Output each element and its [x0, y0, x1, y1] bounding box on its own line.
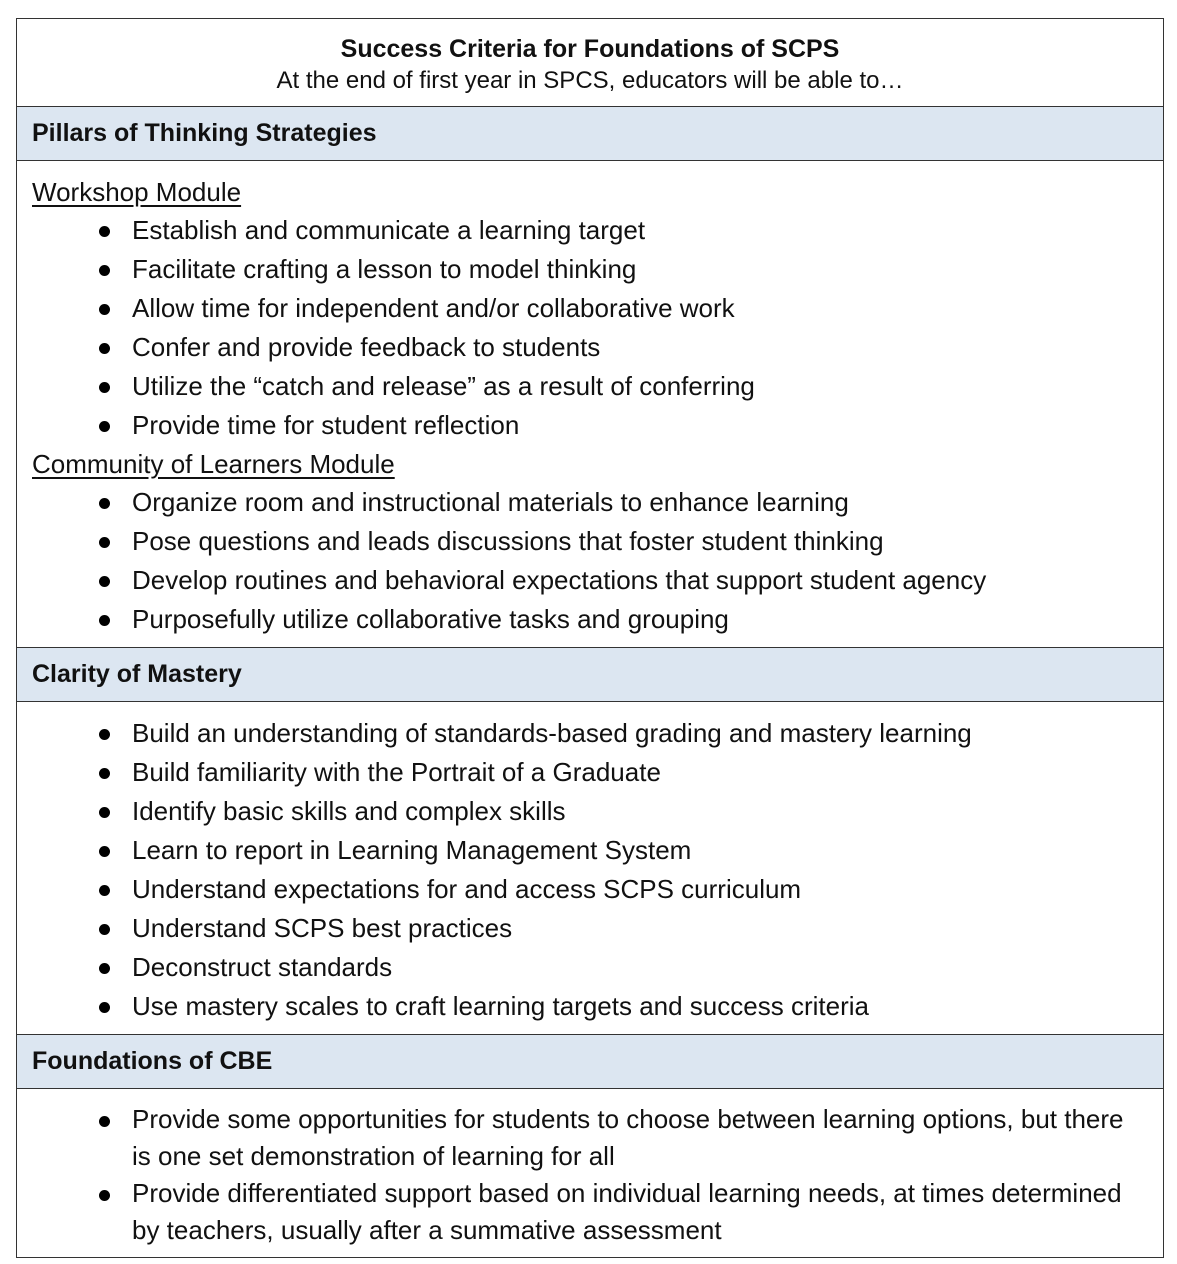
list-item [32, 367, 1149, 406]
success-criteria-table [16, 18, 1164, 1258]
bullet-icon [99, 1190, 110, 1201]
bullet-icon [99, 498, 110, 509]
criterion-text: Deconstruct standards [132, 952, 393, 982]
list-item [32, 909, 1149, 948]
community-criteria-list [32, 483, 1149, 639]
criterion-text: Confer and provide feedback to students [132, 332, 601, 362]
criterion-text: Facilitate crafting a lesson to model thinking [132, 254, 637, 284]
criterion-text: Organize room and instructional materials to enhance learning [132, 487, 849, 517]
bullet-icon [99, 576, 110, 587]
cbe-criteria-list [32, 1101, 1149, 1249]
list-item [32, 831, 1149, 870]
document-title: Success Criteria for Foundations of SCPS [340, 35, 840, 63]
list-item [32, 948, 1149, 987]
list-item [32, 328, 1149, 367]
title-block [17, 19, 1163, 107]
bullet-icon [99, 963, 110, 974]
list-item [32, 522, 1149, 561]
criterion-text: Understand expectations for and access SCPS curriculum [132, 874, 802, 904]
bullet-icon [99, 768, 110, 779]
criterion-text: Provide differentiated support based on individual learning needs, at times determined by teachers, usually after a summative assessment [132, 1178, 1122, 1245]
criterion-text: Identify basic skills and complex skills [132, 796, 566, 826]
criterion-text: Allow time for independent and/or collaborative work [132, 293, 735, 323]
workshop-criteria-list [32, 211, 1149, 445]
section-body-pillars [17, 161, 1163, 648]
criterion-text: Build an understanding of standards-based grading and mastery learning [132, 718, 972, 748]
list-item [32, 561, 1149, 600]
list-item [32, 250, 1149, 289]
bullet-icon [99, 537, 110, 548]
section-header-clarity: Clarity of Mastery [17, 648, 1163, 702]
bullet-icon [99, 1116, 110, 1127]
criterion-text: Develop routines and behavioral expectations that support student agency [132, 565, 987, 595]
section-header-cbe: Foundations of CBE [17, 1035, 1163, 1089]
bullet-icon [99, 265, 110, 276]
bullet-icon [99, 807, 110, 818]
bullet-icon [99, 615, 110, 626]
list-item [32, 753, 1149, 792]
bullet-icon [99, 1002, 110, 1013]
list-item [32, 714, 1149, 753]
section-header-pillars: Pillars of Thinking Strategies [17, 107, 1163, 161]
clarity-criteria-list [32, 714, 1149, 1026]
criterion-text: Purposefully utilize collaborative tasks and grouping [132, 604, 729, 634]
section-body-cbe [17, 1089, 1163, 1257]
bullet-icon [99, 846, 110, 857]
criterion-text: Use mastery scales to craft learning targets and success criteria [132, 991, 869, 1021]
bullet-icon [99, 343, 110, 354]
bullet-icon [99, 885, 110, 896]
list-item [32, 870, 1149, 909]
document-subtitle: At the end of first year in SPCS, educators will be able to… [276, 67, 904, 94]
list-item [32, 987, 1149, 1026]
list-item [32, 406, 1149, 445]
criterion-text: Provide time for student reflection [132, 410, 520, 440]
criterion-text: Build familiarity with the Portrait of a Graduate [132, 757, 661, 787]
list-item [32, 1175, 1149, 1249]
section-body-clarity [17, 702, 1163, 1035]
list-item [32, 289, 1149, 328]
list-item [32, 1101, 1149, 1175]
list-item [32, 792, 1149, 831]
criterion-text: Establish and communicate a learning target [132, 215, 646, 245]
list-item [32, 483, 1149, 522]
criterion-text: Learn to report in Learning Management System [132, 835, 692, 865]
bullet-icon [99, 226, 110, 237]
bullet-icon [99, 382, 110, 393]
list-item [32, 600, 1149, 639]
criterion-text: Understand SCPS best practices [132, 913, 513, 943]
module-title-community: Community of Learners Module [32, 449, 395, 479]
criterion-text: Provide some opportunities for students to choose between learning options, but there is one set demonstration of learning for all [132, 1104, 1124, 1171]
bullet-icon [99, 304, 110, 315]
module-title-workshop: Workshop Module [32, 177, 242, 207]
bullet-icon [99, 421, 110, 432]
bullet-icon [99, 924, 110, 935]
list-item [32, 211, 1149, 250]
bullet-icon [99, 729, 110, 740]
criterion-text: Pose questions and leads discussions that foster student thinking [132, 526, 884, 556]
criterion-text: Utilize the “catch and release” as a result of conferring [132, 371, 755, 401]
